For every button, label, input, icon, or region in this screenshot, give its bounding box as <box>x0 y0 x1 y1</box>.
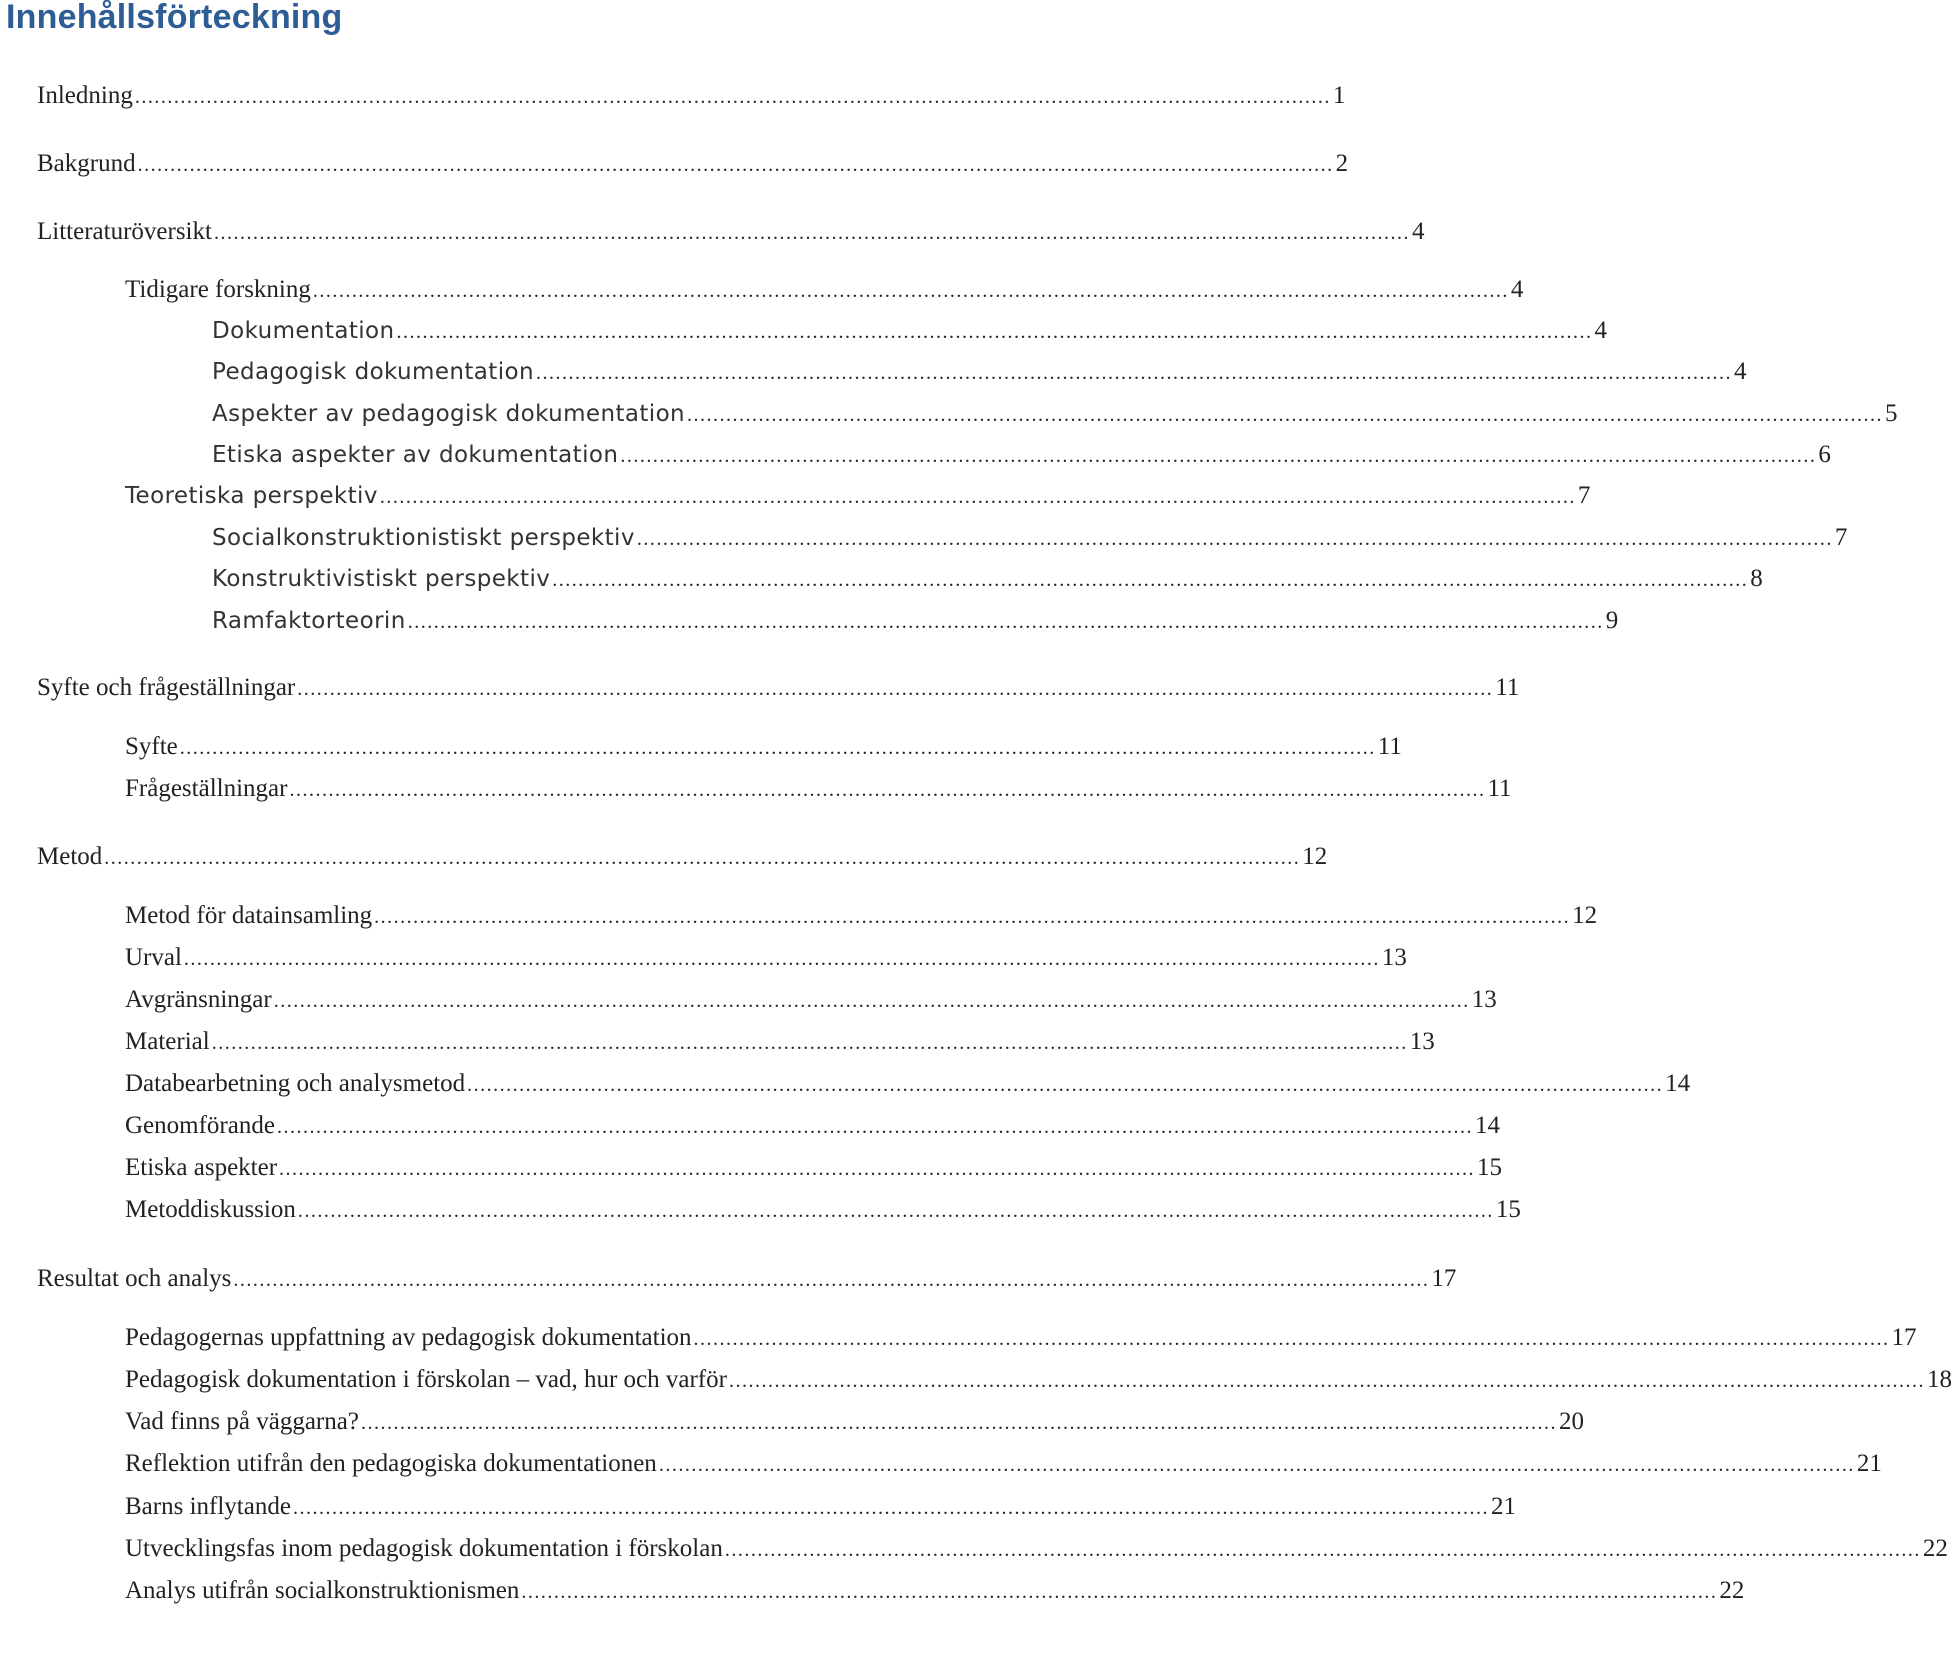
toc-dot-leader: ........................................................................................................................................................................................ <box>179 737 1376 759</box>
toc-page-number: 11 <box>1495 674 1520 701</box>
toc-page-number: 13 <box>1471 986 1497 1013</box>
toc-dot-leader: ........................................................................................................................................................................................ <box>521 1581 1718 1603</box>
toc-entry-text: Analys utifrån socialkonstruktionismen <box>125 1577 520 1604</box>
toc-page-number: 7 <box>1577 482 1591 509</box>
toc-entry-syfte-och-fragestallningar[interactable] <box>37 670 1520 706</box>
toc-entry-etiska-aspekter[interactable] <box>125 1150 1503 1186</box>
toc-dot-leader: ........................................................................................................................................................................................ <box>360 1412 1557 1434</box>
toc-page-number: 8 <box>1750 565 1763 592</box>
toc-entry-text: Inledning <box>37 82 133 109</box>
toc-entry-text: Ramfaktorteorin <box>212 608 406 634</box>
toc-page-number: 21 <box>1856 1450 1882 1477</box>
toc-entry-text: Syfte <box>125 733 178 760</box>
toc-entry-text: Databearbetning och analysmetod <box>125 1070 466 1097</box>
toc-entry-urval[interactable] <box>125 940 1407 976</box>
toc-entry-avgransningar[interactable] <box>125 982 1497 1018</box>
toc-entry-metod[interactable] <box>37 839 1328 875</box>
toc-page-number: 14 <box>1474 1112 1500 1139</box>
toc-entry-genomforande[interactable] <box>125 1108 1500 1144</box>
toc-entry-pedagogisk-dokumentation[interactable] <box>212 354 1747 390</box>
toc-entry-bakgrund[interactable] <box>37 146 1349 182</box>
toc-entry-text: Syfte och frågeställningar <box>37 674 296 701</box>
toc-entry-text: Metod <box>37 843 103 870</box>
toc-dot-leader: ........................................................................................................................................................................................ <box>312 280 1509 302</box>
toc-entry-fragestallningar[interactable] <box>125 771 1512 807</box>
toc-entry-dokumentation[interactable] <box>212 313 1607 349</box>
toc-page-number: 7 <box>1834 524 1848 551</box>
toc-entry-databearbetning-och-analysmetod[interactable] <box>125 1066 1691 1102</box>
toc-dot-leader: ........................................................................................................................................................................................ <box>134 86 1331 108</box>
toc-entry-text: Barns inflytande <box>125 1493 291 1520</box>
toc-dot-leader: ........................................................................................................................................................................................ <box>407 611 1604 633</box>
toc-page-number: 5 <box>1885 400 1898 427</box>
toc-entry-litteraturoversikt[interactable] <box>37 214 1425 250</box>
toc-dot-leader: ........................................................................................................................................................................................ <box>374 906 1571 928</box>
toc-dot-leader: ........................................................................................................................................................................................ <box>104 847 1301 869</box>
toc-entry-text: Vad finns på väggarna? <box>125 1408 359 1435</box>
toc-dot-leader: ........................................................................................................................................................................................ <box>183 948 1380 970</box>
toc-entry-etiska-aspekter-av-dokumentation[interactable] <box>212 437 1831 473</box>
toc-entry-text: Metoddiskussion <box>125 1196 296 1223</box>
toc-dot-leader: ........................................................................................................................................................................................ <box>620 445 1817 467</box>
toc-entry-text: Pedagogisk dokumentation <box>212 359 534 385</box>
toc-page-number: 17 <box>1431 1265 1457 1292</box>
toc-page-number: 15 <box>1495 1196 1521 1223</box>
toc-dot-leader: ........................................................................................................................................................................................ <box>289 779 1486 801</box>
toc-page-number: 15 <box>1477 1154 1503 1181</box>
toc-page-number: 4 <box>1411 218 1425 245</box>
toc-entry-text: Metod för datainsamling <box>125 902 373 929</box>
toc-entry-text: Utvecklingsfas inom pedagogisk dokumentation i förskolan <box>125 1535 723 1562</box>
toc-page-number: 13 <box>1381 944 1407 971</box>
toc-entry-reflektion-utifran[interactable] <box>125 1446 1882 1482</box>
toc-page-number: 9 <box>1605 607 1619 634</box>
toc-entry-text: Teoretiska perspektiv <box>125 483 378 509</box>
toc-entry-inledning[interactable] <box>37 78 1346 114</box>
toc-title: Innehållsförteckning <box>6 0 343 36</box>
toc-dot-leader: ........................................................................................................................................................................................ <box>279 1158 1476 1180</box>
toc-page-number: 13 <box>1409 1028 1435 1055</box>
toc-page-number: 14 <box>1665 1070 1691 1097</box>
toc-dot-leader: ........................................................................................................................................................................................ <box>233 1269 1430 1291</box>
toc-page-number: 4 <box>1733 358 1747 385</box>
toc-dot-leader: ........................................................................................................................................................................................ <box>467 1074 1664 1096</box>
toc-entry-socialkonstruktionistiskt-perspektiv[interactable] <box>212 520 1848 556</box>
toc-entry-text: Frågeställningar <box>125 775 288 802</box>
toc-entry-vad-finns-pa-vaggarna[interactable] <box>125 1404 1584 1440</box>
toc-dot-leader: ........................................................................................................................................................................................ <box>535 362 1732 384</box>
toc-page-number: 17 <box>1891 1324 1917 1351</box>
toc-dot-leader: ........................................................................................................................................................................................ <box>396 321 1593 343</box>
toc-entry-text: Pedagogernas uppfattning av pedagogisk dokumentation <box>125 1324 692 1351</box>
toc-entry-text: Genomförande <box>125 1112 275 1139</box>
toc-dot-leader: ........................................................................................................................................................................................ <box>693 1328 1890 1350</box>
toc-entry-pedagogernas-uppfattning[interactable] <box>125 1320 1917 1356</box>
toc-dot-leader: ........................................................................................................................................................................................ <box>273 990 1470 1012</box>
toc-entry-text: Pedagogisk dokumentation i förskolan – vad, hur och varför <box>125 1366 727 1393</box>
toc-dot-leader: ........................................................................................................................................................................................ <box>636 528 1833 550</box>
toc-entry-text: Material <box>125 1028 210 1055</box>
toc-dot-leader: ........................................................................................................................................................................................ <box>137 154 1334 176</box>
toc-entry-text: Socialkonstruktionistiskt perspektiv <box>212 525 635 551</box>
toc-entry-ramfaktorteorin[interactable] <box>212 603 1619 639</box>
toc-entry-pedagogisk-dokumentation-i-forskolan[interactable] <box>125 1362 1952 1398</box>
toc-page-number: 1 <box>1332 82 1346 109</box>
toc-dot-leader: ........................................................................................................................................................................................ <box>724 1539 1921 1561</box>
toc-dot-leader: ........................................................................................................................................................................................ <box>379 486 1576 508</box>
toc-page-number: 18 <box>1926 1366 1952 1393</box>
toc-entry-text: Konstruktivistiskt perspektiv <box>212 566 551 592</box>
toc-page-number: 22 <box>1922 1535 1948 1562</box>
toc-dot-leader: ........................................................................................................................................................................................ <box>211 1032 1408 1054</box>
toc-dot-leader: ........................................................................................................................................................................................ <box>728 1370 1925 1392</box>
toc-entry-utvecklingsfas[interactable] <box>125 1531 1948 1567</box>
toc-page-number: 4 <box>1510 276 1524 303</box>
toc-page-number: 2 <box>1335 150 1349 177</box>
toc-page-number: 6 <box>1818 441 1831 468</box>
toc-entry-text: Resultat och analys <box>37 1265 232 1292</box>
toc-entry-analys-utifran-socialkonstruktionismen[interactable] <box>125 1573 1745 1609</box>
toc-entry-resultat-och-analys[interactable] <box>37 1261 1457 1297</box>
toc-entry-text: Avgränsningar <box>125 986 272 1013</box>
toc-entry-text: Reflektion utifrån den pedagogiska dokumentationen <box>125 1450 657 1477</box>
toc-dot-leader: ........................................................................................................................................................................................ <box>297 678 1494 700</box>
toc-dot-leader: ........................................................................................................................................................................................ <box>687 404 1884 426</box>
toc-entry-teoretiska-perspektiv[interactable] <box>125 478 1591 514</box>
toc-entry-metod-for-datainsamling[interactable] <box>125 898 1598 934</box>
toc-dot-leader: ........................................................................................................................................................................................ <box>658 1454 1855 1476</box>
toc-page-number: 4 <box>1594 317 1607 344</box>
toc-entry-syfte[interactable] <box>125 729 1402 765</box>
toc-page-number: 12 <box>1302 843 1328 870</box>
toc-entry-text: Etiska aspekter av dokumentation <box>212 442 619 468</box>
toc-dot-leader: ........................................................................................................................................................................................ <box>292 1497 1489 1519</box>
toc-entry-text: Urval <box>125 944 182 971</box>
toc-page-number: 11 <box>1487 775 1512 802</box>
toc-entry-text: Dokumentation <box>212 318 395 344</box>
toc-dot-leader: ........................................................................................................................................................................................ <box>213 222 1410 244</box>
toc-dot-leader: ........................................................................................................................................................................................ <box>297 1200 1494 1222</box>
toc-page-number: 21 <box>1490 1493 1516 1520</box>
toc-page-number: 12 <box>1572 902 1598 929</box>
toc-entry-material[interactable] <box>125 1024 1435 1060</box>
toc-page-number: 22 <box>1719 1577 1745 1604</box>
toc-dot-leader: ........................................................................................................................................................................................ <box>276 1116 1473 1138</box>
toc-page-number: 11 <box>1377 733 1402 760</box>
toc-entry-aspekter-av-pedagogisk-dokumentation[interactable] <box>212 396 1898 432</box>
toc-entry-konstruktivistiskt-perspektiv[interactable] <box>212 561 1763 597</box>
toc-entry-text: Aspekter av pedagogisk dokumentation <box>212 401 686 427</box>
toc-entry-text: Bakgrund <box>37 150 136 177</box>
toc-entry-metoddiskussion[interactable] <box>125 1192 1521 1228</box>
toc-entry-text: Tidigare forskning <box>125 276 311 303</box>
toc-page-number: 20 <box>1558 1408 1584 1435</box>
toc-entry-barns-inflytande[interactable] <box>125 1489 1516 1525</box>
toc-dot-leader: ........................................................................................................................................................................................ <box>552 569 1749 591</box>
toc-entry-tidigare-forskning[interactable] <box>125 272 1524 308</box>
toc-entry-text: Litteraturöversikt <box>37 218 212 245</box>
toc-entry-text: Etiska aspekter <box>125 1154 278 1181</box>
